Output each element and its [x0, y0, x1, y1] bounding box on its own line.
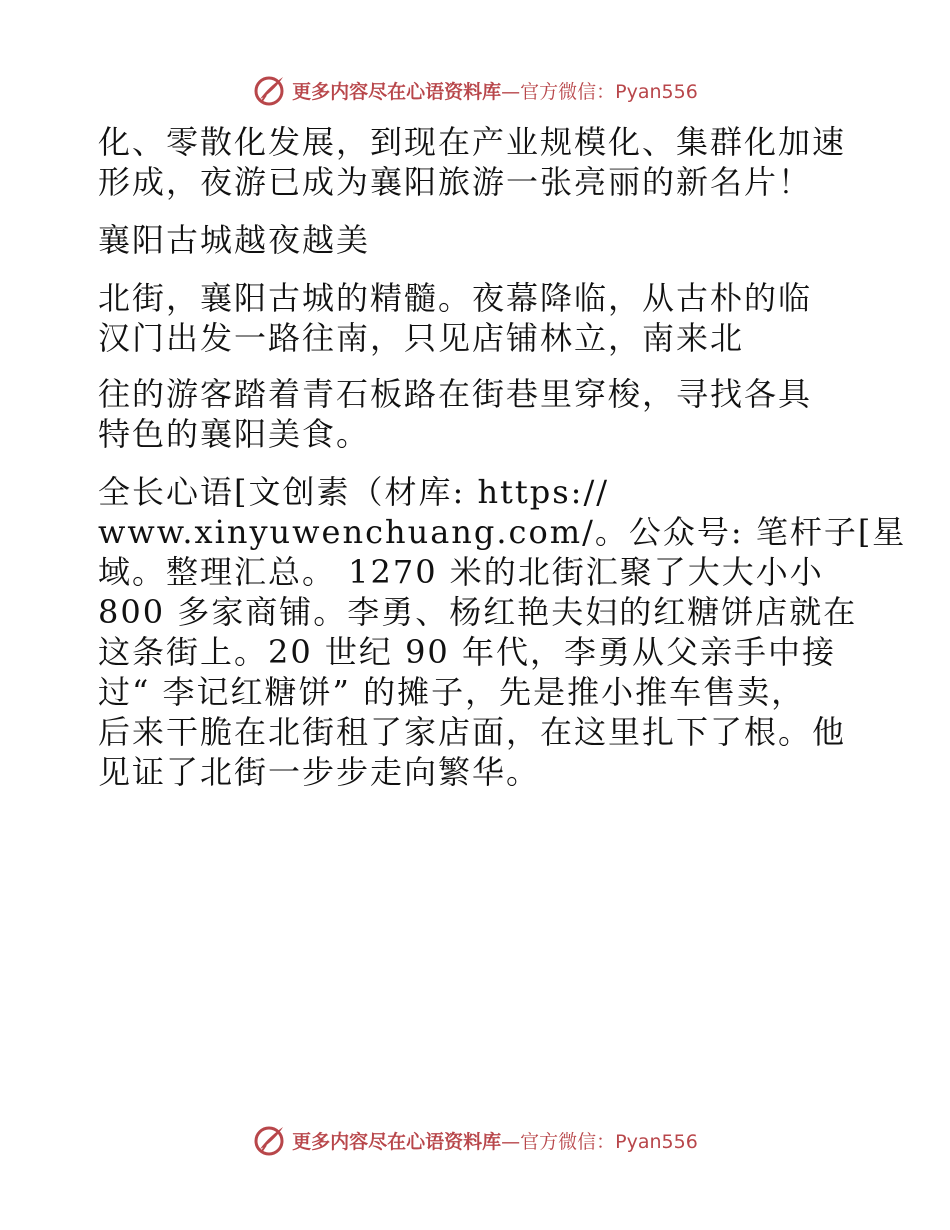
- section-heading: 襄阳古城越夜越美: [98, 221, 371, 259]
- text-line: 过“ 李记红糖饼” 的摊子，先是推小推车售卖，: [98, 673, 806, 711]
- header-banner-title: 更多内容尽在心语资料库: [292, 80, 502, 103]
- header-banner-separator: —: [501, 80, 521, 103]
- text-line: www.xinyuwenchuang.com/。公众号: 笔杆子[星: [98, 513, 907, 551]
- footer-banner-inner: [252, 1123, 698, 1157]
- text-line: 特色的襄阳美食。: [98, 415, 371, 453]
- header-banner-text: [292, 77, 698, 104]
- text-line: 形成，夜游已成为襄阳旅游一张亮丽的新名片！: [98, 163, 813, 201]
- text-line: 北街，襄阳古城的精髓。夜幕降临，从古朴的临: [98, 279, 813, 317]
- footer-banner-text: [292, 1127, 698, 1154]
- feather-pen-logo-icon: [252, 1123, 286, 1157]
- text-line: 汉门出发一路往南，只见店铺林立，南来北: [98, 319, 745, 357]
- text-line: 往的游客踏着青石板路在街巷里穿梭，寻找各具: [98, 375, 813, 413]
- text-line: 见证了北街一步步走向繁华。: [98, 753, 541, 791]
- header-banner: [0, 70, 950, 110]
- feather-pen-logo-icon: [252, 73, 286, 107]
- text-line: 化、零散化发展，到现在产业规模化、集群化加速: [98, 123, 847, 161]
- text-line: 这条街上。20 世纪 90 年代，李勇从父亲手中接: [98, 633, 836, 671]
- text-line: 后来干脆在北街租了家店面，在这里扎下了根。他: [98, 713, 847, 751]
- text-line: 全长心语[文创素（材库: https://: [98, 473, 610, 511]
- text-line: 域。整理汇总。 1270 米的北街汇聚了大大小小: [98, 553, 824, 591]
- footer-banner-separator: —: [501, 1130, 521, 1153]
- footer-wechat-label: 官方微信：Pyan556: [520, 1130, 698, 1153]
- footer-banner-title: 更多内容尽在心语资料库: [292, 1130, 502, 1153]
- text-line: 800 多家商铺。李勇、杨红艳夫妇的红糖饼店就在: [98, 593, 858, 631]
- document-body: [98, 122, 907, 792]
- footer-banner: [0, 1120, 950, 1160]
- header-banner-inner: [252, 73, 698, 107]
- header-wechat-label: 官方微信：Pyan556: [520, 80, 698, 103]
